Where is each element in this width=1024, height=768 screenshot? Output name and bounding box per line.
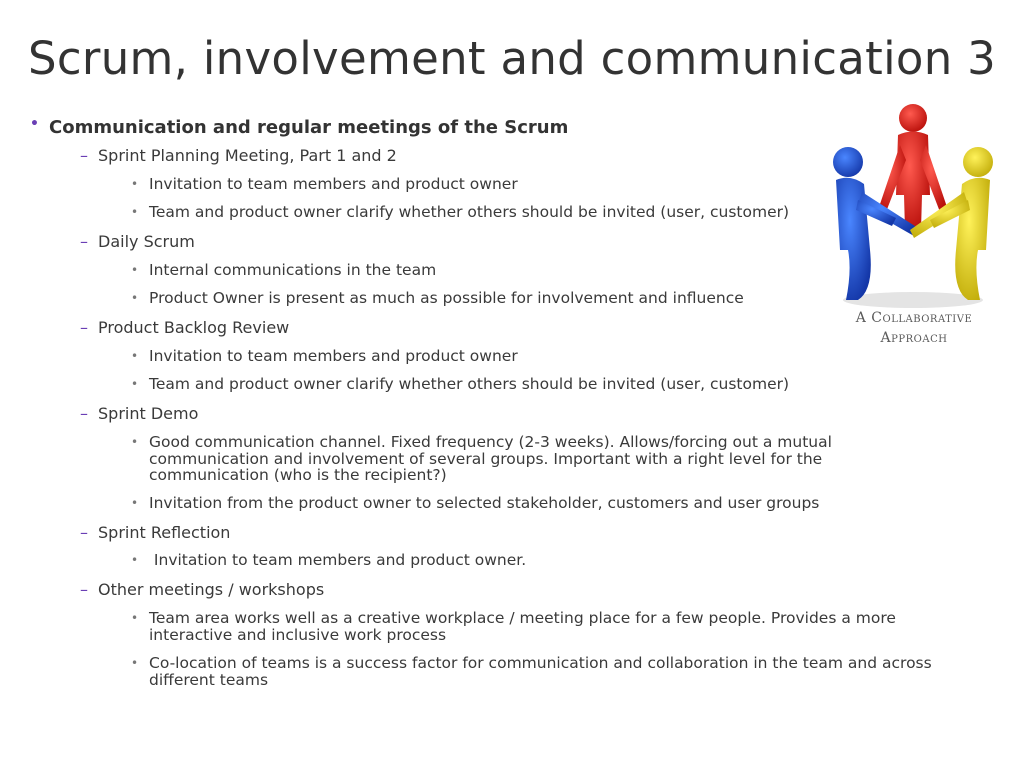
slide-title: Scrum, involvement and communication 3 xyxy=(28,32,997,85)
list-item-text: Good communication channel. Fixed frequency (2-3 weeks). Allows/forcing out a mutual communication and involvement of several groups. Important with a right level for the communication (who is the recipient?) xyxy=(149,433,832,484)
list-item-text: Team and product owner clarify whether others should be invited (user, customer) xyxy=(149,203,790,221)
dash-icon: – xyxy=(80,318,88,337)
dash-icon: – xyxy=(80,580,88,599)
list-item-text: Invitation to team members and product owner. xyxy=(149,551,527,569)
bullet-icon: • xyxy=(131,496,139,510)
bullet-icon: • xyxy=(131,205,139,219)
list-item-text: Product Owner is present as much as possible for involvement and influence xyxy=(149,289,744,307)
bullet-icon: • xyxy=(131,377,139,391)
section-label: Product Backlog Review xyxy=(98,318,290,337)
bullet-icon: • xyxy=(131,435,139,449)
bullet-icon: • xyxy=(131,291,139,305)
list-item-text: Team and product owner clarify whether others should be invited (user, customer) xyxy=(149,375,790,393)
section-label: Daily Scrum xyxy=(98,232,195,251)
bullet-icon: • xyxy=(131,656,139,670)
bullet-icon: • xyxy=(30,116,39,132)
section-label: Sprint Planning Meeting, Part 1 and 2 xyxy=(98,146,397,165)
bullet-icon: • xyxy=(131,177,139,191)
dash-icon: – xyxy=(80,232,88,251)
main-heading: Communication and regular meetings of the Scrum xyxy=(49,117,569,138)
list-item-text: Internal communications in the team xyxy=(149,261,437,279)
caption-line-1: A Collaborative xyxy=(855,310,973,326)
dash-icon: – xyxy=(80,404,88,423)
list-item-text: Invitation from the product owner to selected stakeholder, customers and user groups xyxy=(149,494,820,512)
bullet-icon: • xyxy=(131,611,139,625)
dash-icon: – xyxy=(80,146,88,165)
bullet-icon: • xyxy=(131,263,139,277)
bullet-icon: • xyxy=(131,349,139,363)
list-item-text: Invitation to team members and product owner xyxy=(149,175,518,193)
list-item-text: Co-location of teams is a success factor for communication and collaboration in the team and across different teams xyxy=(149,654,932,689)
caption-line-2: Approach xyxy=(880,330,948,346)
bullet-icon: • xyxy=(131,553,139,567)
section-label: Sprint Demo xyxy=(98,404,199,423)
collaboration-illustration xyxy=(818,100,1008,350)
dash-icon: – xyxy=(80,523,88,542)
section-label: Other meetings / workshops xyxy=(98,580,325,599)
section-label: Sprint Reflection xyxy=(98,523,231,542)
list-item-text: Invitation to team members and product owner xyxy=(149,347,518,365)
list-item-text: Team area works well as a creative workplace / meeting place for a few people. Provides a more interactive and inclusive work process xyxy=(149,609,896,644)
three-figures-icon xyxy=(818,100,1008,310)
